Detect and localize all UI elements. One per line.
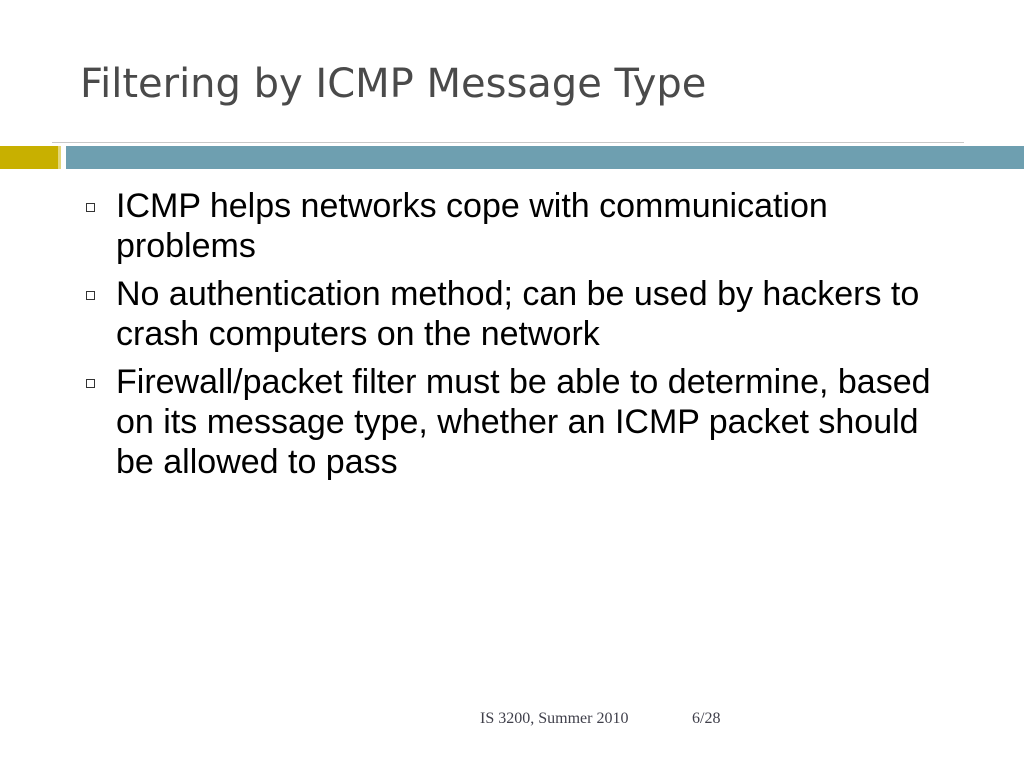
blue-header-bar	[66, 146, 1024, 169]
bullet-item-firewall-filter	[82, 362, 962, 482]
title-divider-line	[52, 142, 964, 143]
bullet-text: ICMP helps networks cope with communication problems	[116, 187, 828, 265]
bullet-item-icmp-purpose	[82, 186, 962, 266]
footer-course-label: IS 3200, Summer 2010	[480, 710, 629, 727]
bullet-text: Firewall/packet filter must be able to determine, based on its message type, whether an ICMP packet should be allowed to pass	[116, 363, 931, 481]
hollow-square-bullet-icon	[86, 203, 95, 212]
bullet-text: No authentication method; can be used by hackers to crash computers on the network	[116, 275, 920, 353]
bullet-item-no-authentication	[82, 274, 962, 354]
hollow-square-bullet-icon	[86, 379, 95, 388]
footer-page-number: 6/28	[692, 710, 721, 727]
gold-accent-edge	[58, 146, 61, 169]
gold-accent-block	[0, 146, 58, 169]
slide-title: Filtering by ICMP Message Type	[80, 61, 707, 107]
bullet-list	[82, 186, 962, 490]
hollow-square-bullet-icon	[86, 291, 95, 300]
